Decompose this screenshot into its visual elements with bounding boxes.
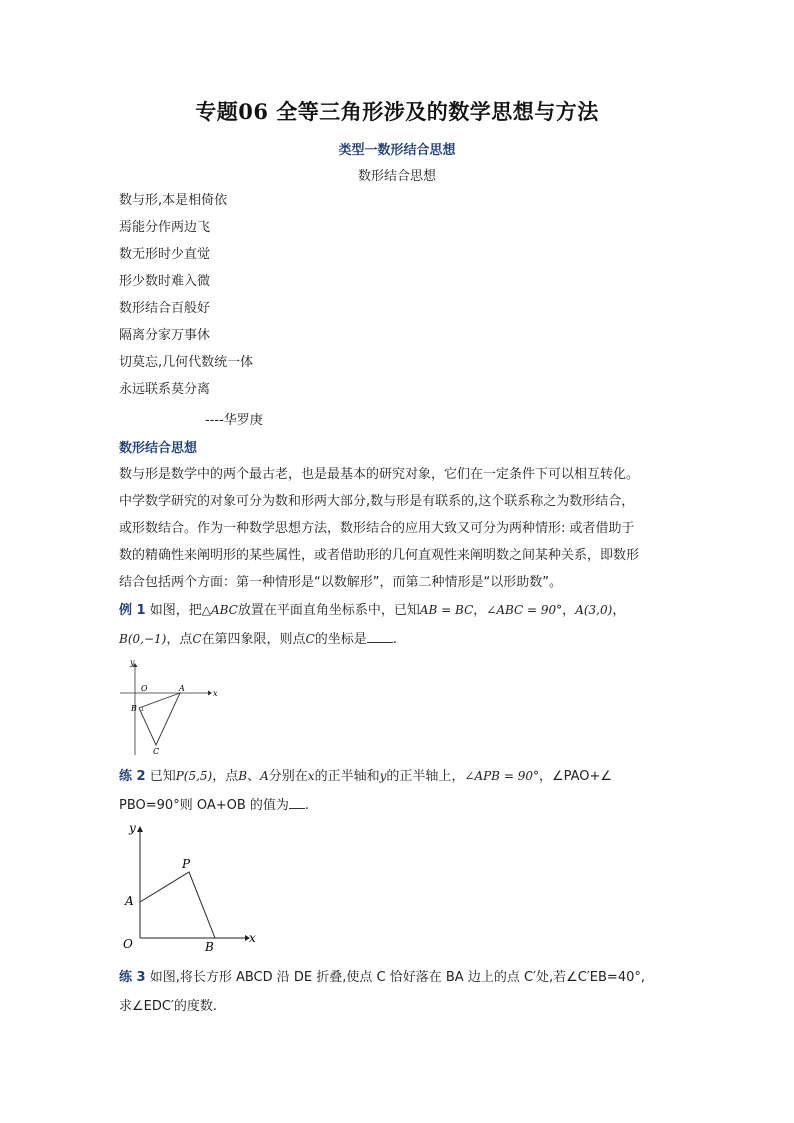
- poem-line: 形少数时难入微: [119, 274, 211, 289]
- poem-line: 数与形,本是相倚依: [119, 193, 228, 208]
- example-2: [119, 763, 689, 821]
- text-run: ，: [473, 603, 487, 618]
- triangle-abc: [139, 693, 180, 745]
- point-p-label: P: [182, 857, 191, 871]
- y-axis-label: y: [130, 658, 135, 667]
- text-run: .: [392, 632, 397, 647]
- answer-blank: [367, 628, 393, 643]
- y-axis-arrow: [137, 826, 143, 832]
- text-run: 已知: [145, 769, 176, 784]
- intro-line: 结合包括两个方面：第一种情形是“以数解形”，而第二种情形是“以形助数”。: [119, 575, 562, 590]
- intro-line: 或形数结合。作为一种数学思想方法，数形结合的应用大致又可分为两种情形: 或者借助于: [119, 521, 635, 536]
- text-run: ，点: [166, 632, 193, 647]
- intro-line: 数与形是数学中的两个最古老，也是最基本的研究对象，它们在一定条件下可以相互转化。: [119, 467, 640, 482]
- math-run: C: [192, 632, 202, 646]
- example-3-line-2: [119, 993, 689, 1022]
- example-2-line-1: [119, 763, 689, 792]
- math-run: P(5,5): [175, 769, 213, 783]
- text-run: 放置在平面直角坐标系中，已知: [237, 603, 420, 618]
- point-b-label: B: [205, 940, 214, 954]
- text-run: ，: [612, 603, 626, 618]
- math-run: △ABC: [201, 603, 238, 617]
- intro-paragraph: [119, 461, 687, 596]
- point-a-label: A: [179, 684, 185, 693]
- math-run: B: [238, 769, 248, 783]
- math-run: ∠ABC = 90°: [486, 603, 563, 617]
- x-axis-label: x: [213, 689, 218, 698]
- math-run: A: [260, 769, 269, 783]
- text-run: 如图,将长方形 ABCD 沿 DE 折叠,使点 C 恰好落在 BA 边上的点 C′处,若∠C′EB=40°,: [145, 970, 645, 985]
- origin-label: O: [141, 684, 148, 693]
- example-3-line-1: [119, 964, 689, 993]
- math-run: A(3,0): [575, 603, 613, 617]
- text-run: 在第四象限，则点: [201, 632, 306, 647]
- point-c-label: C: [153, 747, 160, 756]
- x-axis-arrow: [208, 691, 212, 696]
- example-1-line-2: [119, 626, 689, 655]
- math-run: B(0,−1): [119, 632, 167, 646]
- example-2-line-2: [119, 792, 689, 821]
- example-3-label: 练 3: [119, 970, 146, 985]
- figure-2-coordinate-diagram: [115, 820, 265, 955]
- text-run: 分别在: [268, 769, 308, 784]
- poem-line: 焉能分作两边飞: [119, 220, 211, 235]
- text-run: 的正半轴上，: [386, 769, 465, 784]
- text-run: ，: [562, 603, 576, 618]
- text-run: 、: [247, 769, 261, 784]
- math-run: C: [305, 632, 315, 646]
- figure-1-coordinate-diagram: [115, 655, 220, 760]
- text-run: 如图，把: [145, 603, 202, 618]
- point-b-label: B: [131, 704, 137, 713]
- math-run: x: [307, 769, 315, 783]
- text-run: 的正半轴和: [314, 769, 380, 784]
- origin-label: O: [123, 937, 133, 951]
- poem-title: 数形结合思想: [357, 169, 436, 184]
- poem-line: 数无形时少直觉: [119, 247, 211, 262]
- poem-line: 隔离分家万事休: [119, 328, 211, 343]
- math-run: y: [379, 769, 387, 783]
- text-run: PBO=90°则 OA+OB 的值为: [119, 798, 289, 813]
- y-axis-label: y: [129, 821, 136, 835]
- example-1: [119, 597, 689, 655]
- path-apb: [140, 872, 215, 938]
- example-1-line-1: [119, 597, 689, 626]
- section-heading: 数形结合思想: [119, 441, 198, 456]
- text-run: 求∠EDC′的度数.: [119, 999, 218, 1014]
- poem-author: ----华罗庚: [205, 413, 263, 428]
- example-2-label: 练 2: [119, 769, 146, 784]
- example-3: [119, 964, 689, 1022]
- section-subtitle: 类型一数形结合思想: [338, 143, 456, 158]
- text-run: .: [304, 798, 310, 813]
- math-run: ∠APB = 90°: [464, 769, 539, 783]
- poem: [119, 190, 253, 406]
- answer-blank: [289, 794, 305, 809]
- page-title: 专题06 全等三角形涉及的数学思想与方法: [195, 99, 599, 124]
- example-1-label: 例 1: [119, 603, 146, 618]
- intro-line: 中学数学研究的对象可分为数和形两大部分,数与形是有联系的,这个联系称之为数形结合，: [119, 494, 635, 509]
- text-run: 的坐标是: [314, 632, 367, 647]
- x-axis-label: x: [249, 931, 256, 945]
- point-a-label: A: [125, 894, 134, 908]
- intro-line: 数的精确性来阐明形的某些属性，或者借助形的几何直观性来阐明数之间某种关系，即数形: [119, 548, 640, 563]
- poem-line: 切莫忘,几何代数统一体: [119, 355, 254, 370]
- math-run: AB = BC: [419, 603, 474, 617]
- text-run: ，点: [212, 769, 239, 784]
- poem-line: 数形结合百般好: [119, 301, 211, 316]
- text-run: ，∠PAO+∠: [538, 769, 613, 784]
- poem-line: 永远联系莫分离: [119, 382, 211, 397]
